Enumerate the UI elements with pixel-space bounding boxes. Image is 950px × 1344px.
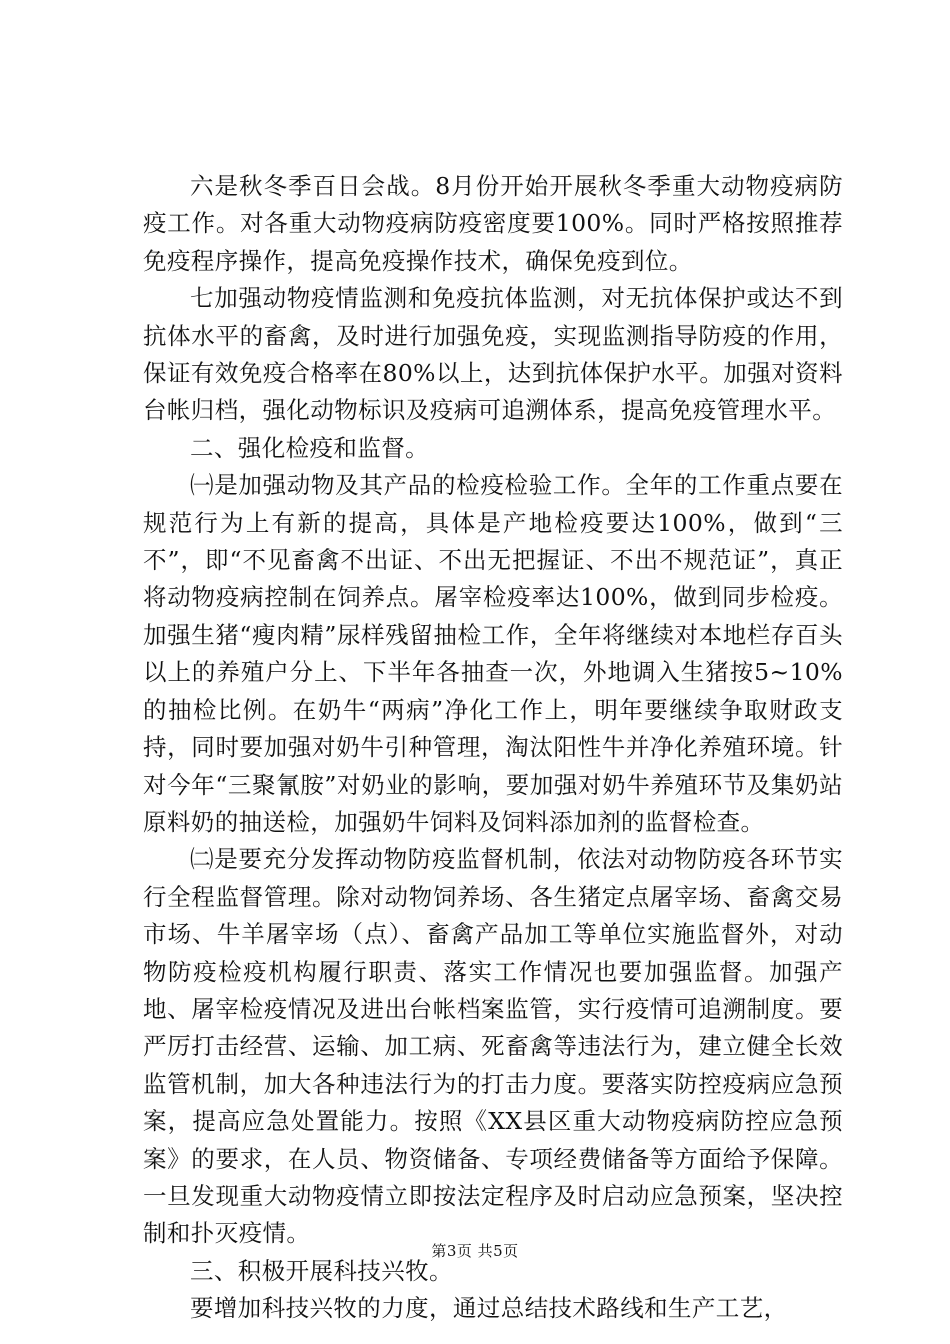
paragraph-science-technology: 要增加科技兴牧的力度，通过总结技术路线和生产工艺， [190, 1294, 788, 1323]
paragraph-quarantine-inspection: ㈠是加强动物及其产品的检疫检验工作。全年的工作重点要在规范行为上有新的提高，具体是产地检疫要达100%，做到“三不”，即“不见畜禽不出证、不出无把握证、不出不规范证”，真正将动物疫病控制在饲养点。屠宰检疫率达100%，做到同步检疫。加强生猪“瘦肉精”尿样残留抽检工作，全年将继续对本地栏存百头以上的养殖户分上、下半年各抽查一次，外地调入生猪按5~10%的抽检比例。在奶牛“两病”净化工作上，明年要继续争取财政支持，同时要加强对奶牛引种管理，淘汰阳性牛并净化养殖环境。针对今年“三聚氰胺”对奶业的影响，要加强对奶牛养殖环节及集奶站原料奶的抽送检，加强奶牛饲料及饲料添加剂的监督检查。 [143, 471, 843, 836]
section-heading-quarantine-supervision: 二、强化检疫和监督。 [190, 433, 429, 462]
page-footer: 第3页 共5页 [431, 1242, 519, 1260]
paragraph-antibody-monitoring: 七加强动物疫情监测和免疫抗体监测，对无抗体保护或达不到抗体水平的畜禽，及时进行加强免疫，实现监测指导防疫的作用，保证有效免疫合格率在80%以上，达到抗体保护水平。加强对资料台帐归档，强化动物标识及疫病可追溯体系，提高免疫管理水平。 [143, 284, 843, 425]
paragraph-autumn-winter-campaign: 六是秋冬季百日会战。8月份开始开展秋冬季重大动物疫病防疫工作。对各重大动物疫病防疫密度要100%。同时严格按照推荐免疫程序操作，提高免疫操作技术，确保免疫到位。 [143, 172, 843, 275]
section-heading-science-technology: 三、积极开展科技兴牧。 [190, 1256, 453, 1285]
document-body [143, 168, 843, 1328]
paragraph-supervision-mechanism: ㈡是要充分发挥动物防疫监督机制，依法对动物防疫各环节实行全程监督管理。除对动物饲养场、各生猪定点屠宰场、畜禽交易市场、牛羊屠宰场（点）、畜禽产品加工等单位实施监督外，对动物防疫检疫机构履行职责、落实工作情况也要加强监督。加强产地、屠宰检疫情况及进出台帐档案监管，实行疫情可追溯制度。要严厉打击经营、运输、加工病、死畜禽等违法行为，建立健全长效监管机制，加大各种违法行为的打击力度。要落实防控疫病应急预案，提高应急处置能力。按照《XX县区重大动物疫病防控应急预案》的要求，在人员、物资储备、专项经费储备等方面给予保障。一旦发现重大动物疫情立即按法定程序及时启动应急预案，坚决控制和扑灭疫情。 [143, 845, 843, 1248]
